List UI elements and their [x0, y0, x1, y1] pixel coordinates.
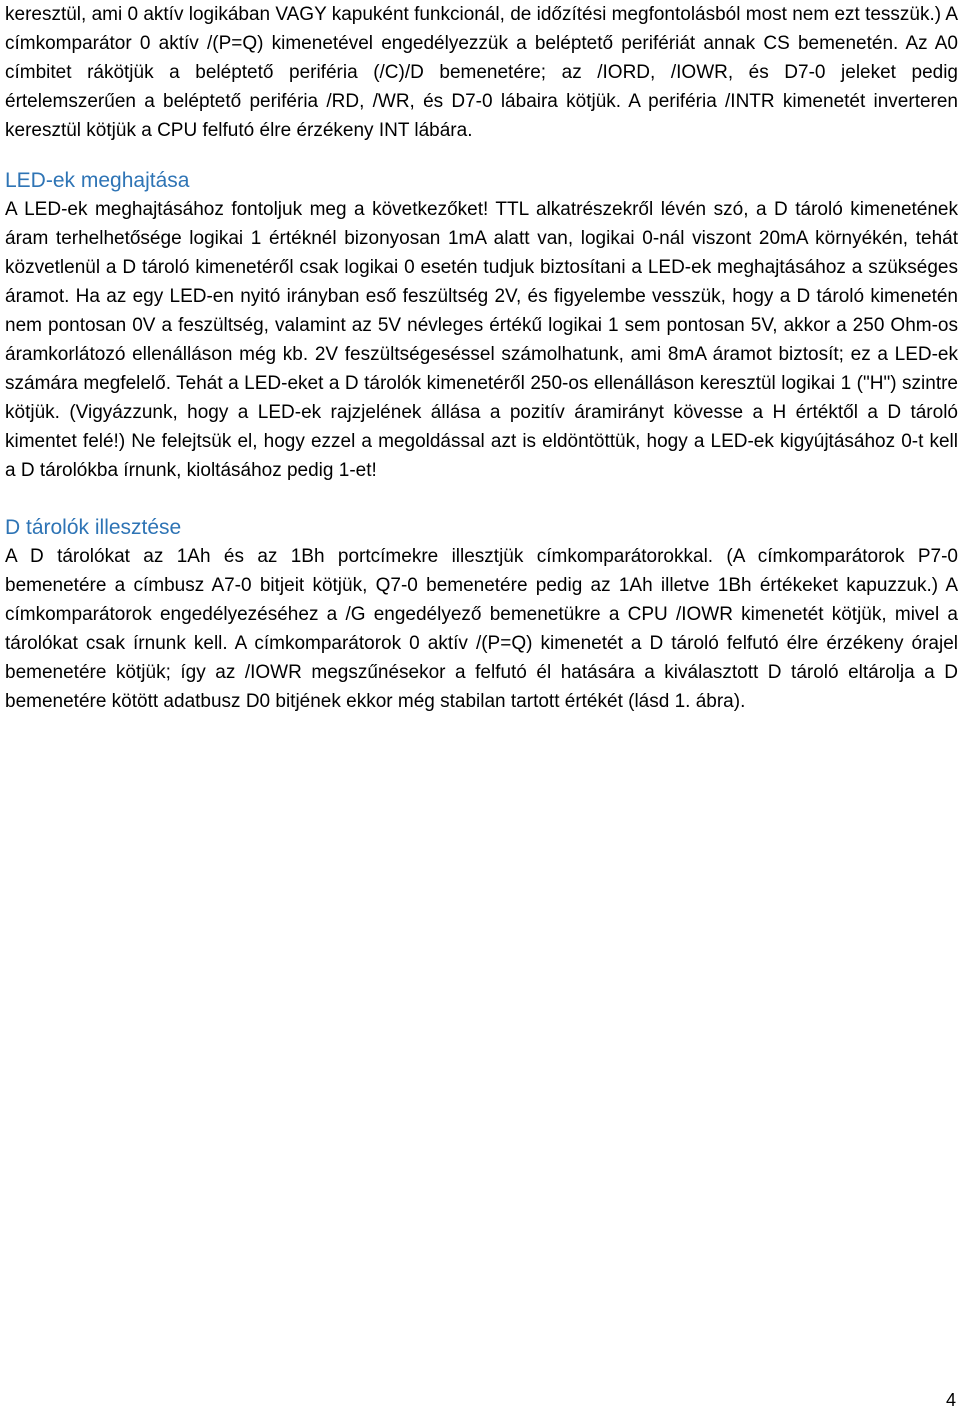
page-number: 4 [945, 1390, 956, 1410]
section-heading-d-latches: D tárolók illesztése [5, 516, 182, 539]
section-body-led-driving: A LED-ek meghajtásához fontoljuk meg a következőket! TTL alkatrészekről lévén szó, a D tároló kimenetének áram terhelhetősége logikai 1 értéknél bizonyosan 1mA alatt van, logikai 0-nál viszont 20mA környékén, tehát közvetlenül a D tároló kimenetéről csak logikai 0 esetén tudjuk biztosítani a LED-ek meghajtásához a szükséges áramot. Ha az egy LED-en nyitó irányban eső feszültség 2V, és figyelembe vesszük, hogy a D tároló kimenetén nem pontosan 0V a feszültség, valamint az 5V névleges értékű logikai 1 sem pontosan 5V, akkor a 250 Ohm-os áramkorlátozó ellenálláson még kb. 2V feszültségeséssel számolhatunk, ami 8mA áramot biztosít; ez a LED-ek számára megfelelő. Tehát a LED-eket a D tárolók kimenetéről 250-os ellenálláson keresztül logikai 1 ("H") szintre kötjük. (Vigyázzunk, hogy a LED-ek rajzjelének állása a pozitív áramirányt kövesse a H értéktől a D tároló kimentet felé!) Ne felejtsük el, hogy ezzel a megoldással azt is eldöntöttük, hogy a LED-ek kigyújtásához 0-t kell a D tárolókba írnunk, kioltásához pedig 1-et! [5, 199, 958, 481]
section-body-d-latches: A D tárolókat az 1Ah és az 1Bh portcímekre illesztjük címkomparátorokkal. (A címkomparátorok P7-0 bemenetére a címbusz A7-0 bitjeit kötjük, Q7-0 bemenetére pedig az 1Ah illetve 1Bh értékeket kapuzzuk.) A címkomparátorok engedélyezéséhez a /G engedélyező bemenetükre a CPU /IOWR kimenetét kötjük, mivel a tárolókat csak írnunk kell. A címkomparátorok 0 aktív /(P=Q) kimenetét a D tároló felfutó élre érzékeny órajel bemenetére kötjük; így az /IOWR megszűnésekor a felfutó él hatására a kiválasztott D tároló eltárolja a D bemenetére kötött adatbusz D0 bitjének ekkor még stabilan tartott értékét (lásd 1. ábra). [5, 546, 958, 712]
intro-paragraph: keresztül, ami 0 aktív logikában VAGY kapuként funkcionál, de időzítési megfontolásból most nem ezt tesszük.) A címkomparátor 0 aktív /(P=Q) kimenetével engedélyezzük a beléptető perifériát annak CS bemenetén. Az A0 címbitet rákötjük a beléptető periféria (/C)/D bemenetére; az /IORD, /IOWR, és D7-0 jeleket pedig értelemszerűen a beléptető periféria /RD, /WR, és D7-0 lábaira kötjük. A periféria /INTR kimenetét inverteren keresztül kötjük a CPU felfutó élre érzékeny INT lábára. [5, 4, 958, 141]
document-page [5, 0, 958, 716]
section-heading-led-driving: LED-ek meghajtása [5, 169, 190, 192]
